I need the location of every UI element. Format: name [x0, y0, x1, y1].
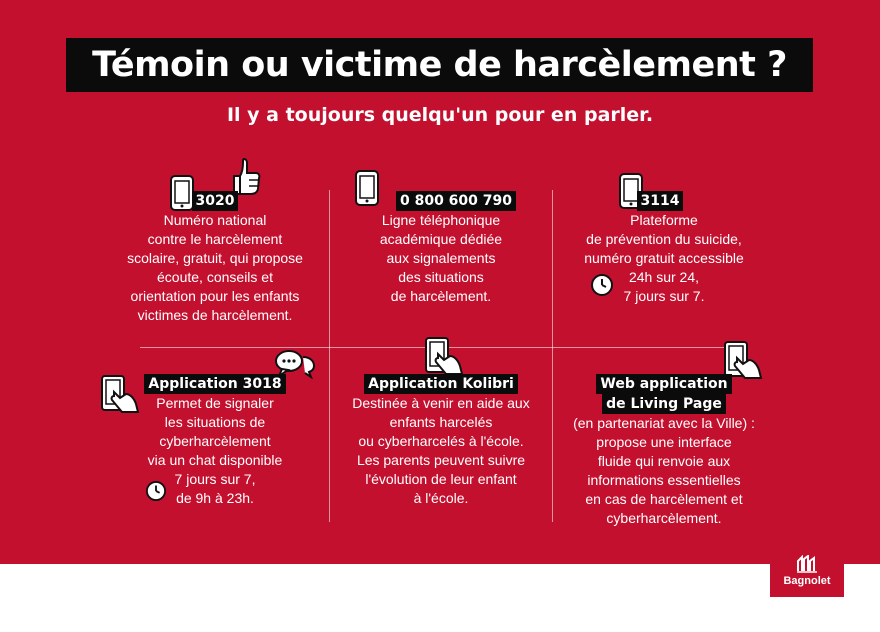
card-line: Ligne téléphonique: [381, 212, 501, 228]
card-application-3018: [100, 374, 330, 508]
card-line: à l'école.: [413, 490, 469, 506]
card-label: Application 3018: [144, 374, 285, 394]
card-line: enfants harcelés: [389, 414, 493, 430]
card-line: de 9h à 23h.: [176, 490, 254, 506]
card-line: Les parents peuvent suivre: [356, 452, 526, 468]
card-line: en cas de harcèlement et: [585, 491, 743, 507]
card-line: Permet de signaler: [156, 395, 274, 411]
card-line: ou cyberharcelés à l'école.: [358, 433, 524, 449]
card-line: de harcèlement.: [390, 288, 492, 304]
card-line: Destinée à venir en aide aux: [352, 395, 530, 411]
card-line: 24h sur 24,: [628, 269, 700, 285]
card-line: propose une interface: [596, 434, 732, 450]
card-3114: [553, 191, 775, 306]
title-banner: [66, 38, 813, 92]
footer: [0, 564, 880, 632]
card-label-line1: Web application: [596, 374, 731, 394]
card-web-application: [553, 374, 775, 528]
bagnolet-logo: [770, 545, 844, 597]
card-line: Plateforme: [630, 212, 698, 228]
bagnolet-logo-icon: [796, 555, 818, 573]
card-line: via un chat disponible: [147, 452, 283, 468]
card-line: contre le harcèlement: [147, 231, 283, 247]
card-line: victimes de harcèlement.: [137, 307, 293, 323]
subtitle: Il y a toujours quelqu'un pour en parler.: [226, 104, 654, 126]
card-line: scolaire, gratuit, qui propose: [127, 250, 303, 266]
card-line: (en partenariat avec la Ville) :: [573, 415, 755, 431]
card-academic-line: [330, 191, 552, 306]
card-line: des situations: [398, 269, 484, 285]
card-line: fluide qui renvoie aux: [597, 453, 731, 469]
card-line: 7 jours sur 7,: [174, 471, 256, 487]
card-line: les situations de: [164, 414, 266, 430]
page-title: Témoin ou victime de harcèlement ?: [92, 45, 787, 85]
card-line: académique dédiée: [379, 231, 503, 247]
card-line: 7 jours sur 7.: [623, 288, 705, 304]
card-line: numéro gratuit accessible: [584, 250, 744, 266]
card-line: cyberharcèlement.: [606, 510, 722, 526]
logo-text: Bagnolet: [783, 575, 831, 587]
card-label: 3020: [192, 191, 239, 211]
card-line: informations essentielles: [587, 472, 741, 488]
card-label: 0 800 600 790: [396, 191, 516, 211]
card-line: l'évolution de leur enfant: [365, 471, 517, 487]
card-3020: [100, 191, 330, 325]
card-label: 3114: [637, 191, 684, 211]
card-line: cyberharcèlement: [159, 433, 271, 449]
card-label-line2: de Living Page: [602, 394, 726, 414]
card-line: Numéro national: [163, 212, 267, 228]
card-line: aux signalements: [386, 250, 496, 266]
card-label: Application Kolibri: [364, 374, 518, 394]
card-line: écoute, conseils et: [157, 269, 273, 285]
card-application-kolibri: [330, 374, 552, 508]
card-line: orientation pour les enfants: [130, 288, 300, 304]
card-line: de prévention du suicide,: [586, 231, 742, 247]
